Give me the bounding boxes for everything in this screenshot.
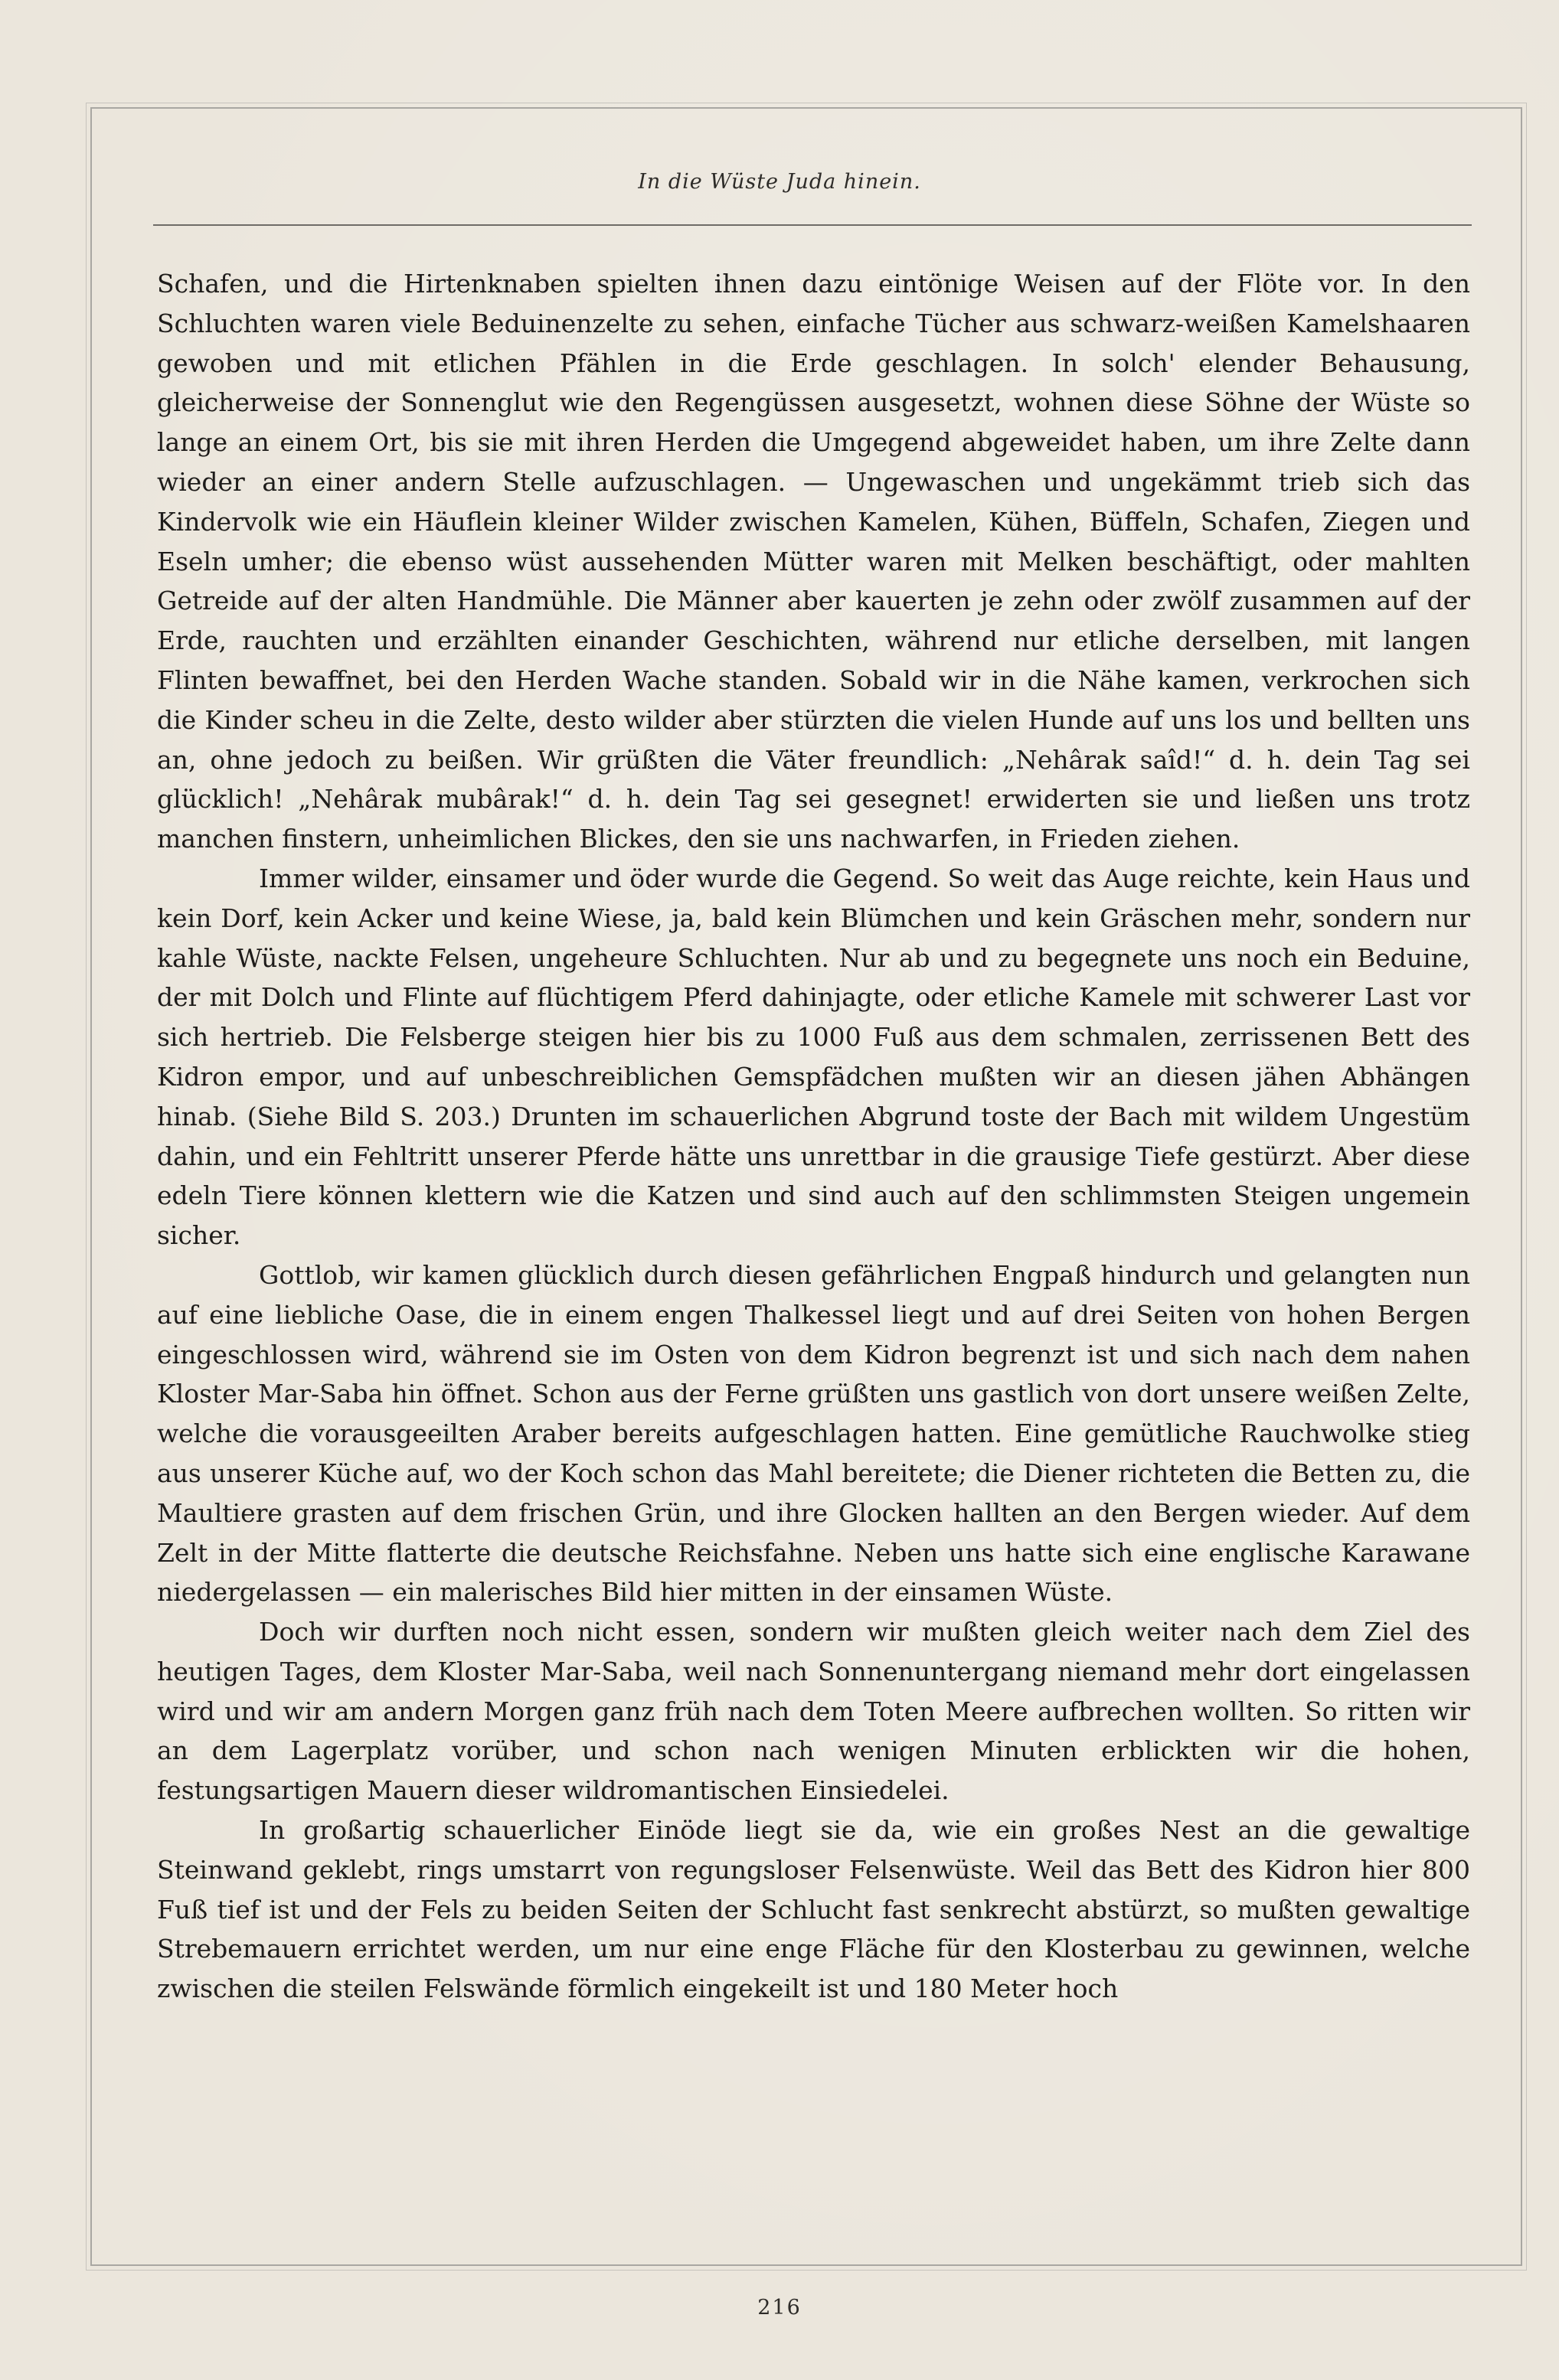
body-text <box>157 264 1470 2009</box>
paragraph-2: Immer wilder, einsamer und öder wurde die Gegend. So weit das Auge reichte, kein Haus und kein Dorf, kein Acker und keine Wiese, ja, bald kein Blümchen und kein Gräschen mehr, sondern nur kahle Wüste, nackte Felsen, ungeheure Schluchten. Nur ab und zu begegnete uns noch ein Beduine, der mit Dolch und Flinte auf flüchtigem Pferd dahinjagte, oder etliche Kamele mit schwerer Last vor sich hertrieb. Die Felsberge steigen hier bis zu 1000 Fuß aus dem schmalen, zerrissenen Bett des Kidron empor, und auf unbeschreiblichen Gemspfädchen mußten wir an diesen jähen Abhängen hinab. (Siehe Bild S. 203.) Drunten im schauerlichen Abgrund toste der Bach mit wildem Ungestüm dahin, und ein Fehltritt unserer Pferde hätte uns unrettbar in die grausige Tiefe gestürzt. Aber diese edeln Tiere können klettern wie die Katzen und sind auch auf den schlimmsten Steigen ungemein sicher. <box>157 863 1470 1251</box>
paragraph-3: Gottlob, wir kamen glücklich durch diesen gefährlichen Engpaß hindurch und gelangten nun auf eine liebliche Oase, die in einem engen Thalkessel liegt und auf drei Seiten von hohen Bergen eingeschlossen wird, während sie im Osten von dem Kidron begrenzt ist und sich nach dem nahen Kloster Mar-Saba hin öffnet. Schon aus der Ferne grüßten uns gastlich von dort unsere weißen Zelte, welche die vorausgeeilten Araber bereits aufgeschlagen hatten. Eine gemütliche Rauchwolke stieg aus unserer Küche auf, wo der Koch schon das Mahl bereitete; die Diener richteten die Betten zu, die Maultiere grasten auf dem frischen Grün, und ihre Glocken hallten an den Bergen wieder. Auf dem Zelt in der Mitte flatterte die deutsche Reichsfahne. Neben uns hatte sich eine englische Karawane niedergelassen — ein malerisches Bild hier mitten in der einsamen Wüste. <box>157 1259 1470 1608</box>
header-rule <box>153 224 1472 226</box>
paragraph-5: In großartig schauerlicher Einöde liegt sie da, wie ein großes Nest an die gewaltige Steinwand geklebt, rings umstarrt von regungsloser Felsenwüste. Weil das Bett des Kidron hier 800 Fuß tief ist und der Fels zu beiden Seiten der Schlucht fast senkrecht abstürzt, so mußten gewaltige Strebemauern errichtet werden, um nur eine enge Fläche für den Klosterbau zu gewinnen, welche zwischen die steilen Felswände förmlich eingekeilt ist und 180 Meter hoch <box>157 1815 1470 2004</box>
running-head: In die Wüste Juda hinein. <box>638 170 921 194</box>
page-number: 216 <box>757 2296 802 2320</box>
paragraph-4: Doch wir durften noch nicht essen, sondern wir mußten gleich weiter nach dem Ziel des heutigen Tages, dem Kloster Mar-Saba, weil nach Sonnenuntergang niemand mehr dort eingelassen wird und wir am andern Morgen ganz früh nach dem Toten Meere aufbrechen wollten. So ritten wir an dem Lagerplatz vorüber, und schon nach wenigen Minuten erblickten wir die hohen, festungsartigen Mauern dieser wildromantischen Einsiedelei. <box>157 1617 1470 1806</box>
paragraph-1: Schafen, und die Hirtenknaben spielten ihnen dazu eintönige Weisen auf der Flöte vor. In den Schluchten waren viele Beduinenzelte zu sehen, einfache Tücher aus schwarz-weißen Kamelshaaren gewoben und mit etlichen Pfählen in die Erde geschlagen. In solch' elender Behausung, gleicherweise der Sonnenglut wie den Regengüssen ausgesetzt, wohnen diese Söhne der Wüste so lange an einem Ort, bis sie mit ihren Herden die Umgegend abgeweidet haben, um ihre Zelte dann wieder an einer andern Stelle aufzuschlagen. — Ungewaschen und ungekämmt trieb sich das Kindervolk wie ein Häuflein kleiner Wilder zwischen Kamelen, Kühen, Büffeln, Schafen, Ziegen und Eseln umher; die ebenso wüst aussehenden Mütter waren mit Melken beschäftigt, oder mahlten Getreide auf der alten Handmühle. Die Männer aber kauerten je zehn oder zwölf zusammen auf der Erde, rauchten und erzählten einander Geschichten, während nur etliche derselben, mit langen Flinten bewaffnet, bei den Herden Wache standen. Sobald wir in die Nähe kamen, verkrochen sich die Kinder scheu in die Zelte, desto wilder aber stürzten die vielen Hunde auf uns los und bellten uns an, ohne jedoch zu beißen. Wir grüßten die Väter freundlich: „Nehârak saîd!“ d. h. dein Tag sei glücklich! „Nehârak mubârak!“ d. h. dein Tag sei gesegnet! erwiderten sie und ließen uns trotz manchen finstern, unheimlichen Blickes, den sie uns nachwarfen, in Frieden ziehen. <box>157 269 1470 854</box>
